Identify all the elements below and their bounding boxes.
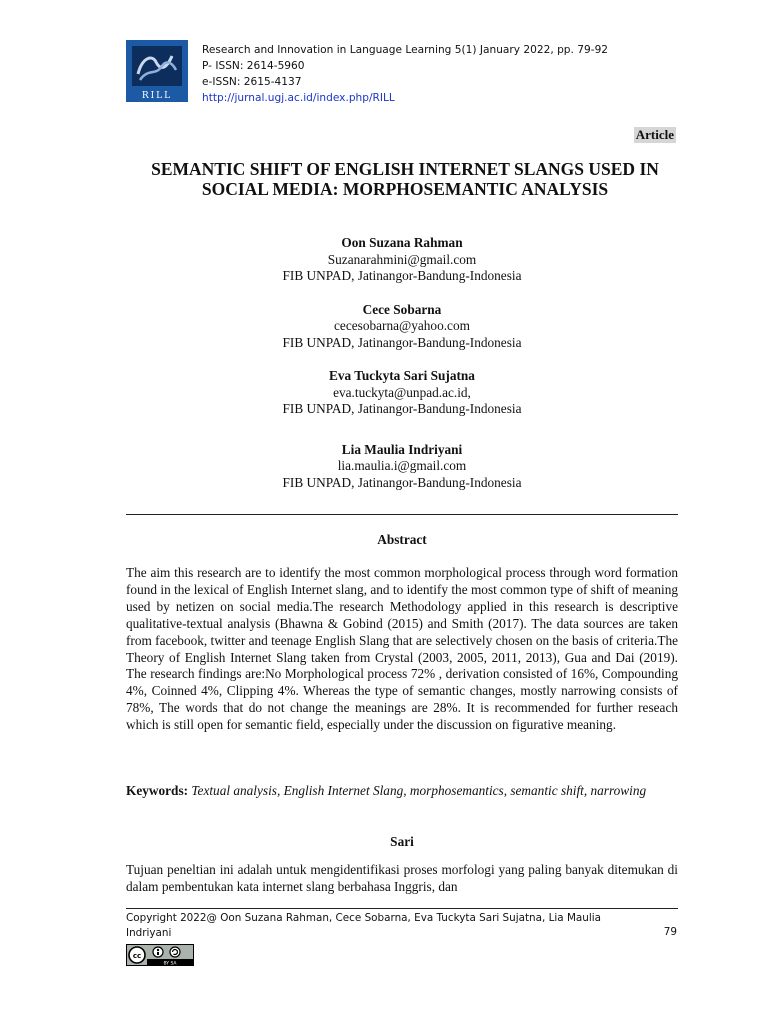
- e-issn: e-ISSN: 2615-4137: [202, 76, 302, 88]
- journal-url-link[interactable]: http://jurnal.ugj.ac.id/index.php/RILL: [202, 92, 395, 104]
- svg-text:cc: cc: [132, 952, 142, 960]
- author-email: eva.tuckyta@unpad.ac.id,: [333, 384, 471, 400]
- author-email: Suzanarahmini@gmail.com: [327, 251, 477, 267]
- journal-logo: [126, 40, 188, 102]
- keywords-label: Keywords:: [126, 783, 189, 798]
- author-name: Lia Maulia Indriyani: [341, 441, 463, 457]
- title-line-1: SEMANTIC SHIFT OF ENGLISH INTERNET SLANGS USED IN: [151, 159, 659, 179]
- author-block: [126, 302, 678, 352]
- cc-license-badge[interactable]: [126, 944, 194, 966]
- abstract-text: The aim this research are to identify the most common morphological process through word formation found in the lexical of English Internet slang, and to identify the most common type of shift of meaning used by netizen on social media.The research Methodology applied in this research is descriptive qualitative-textual analysis (Bhawna & Gobind (2015) and Smith (2017). The data sources are taken from facebook, twitter and teenage English Slang that are selectively chosen on the basis of criteria.The Theory of English Internet Slang taken from Crystal (2003, 2005, 2011, 2013), Gua and Dai (2019). The research findings are:No Morphological process 72% , derivation consisted of 16%, Compounding 4%, Coinned 4%, Clipping 4%. Whereas the type of semantic changes, mostly narrowing consists of 78%, The words that do not change the meanings are 28%. It is recommended for further reseach which is still open for semantic field, especially under the discussion on figurative meaning.: [126, 565, 678, 733]
- author-email: cecesobarna@yahoo.com: [334, 318, 470, 333]
- sari-text: Tujuan peneltian ini adalah untuk mengidentifikasi proses morfologi yang paling banyak ditemukan di dalam pembentukan kata internet slang berbahasa Inggris, dan: [126, 862, 678, 894]
- journal-info: [202, 42, 608, 106]
- author-affiliation: FIB UNPAD, Jatinangor-Bandung-Indonesia: [282, 474, 522, 490]
- sari-heading: Sari: [390, 834, 414, 849]
- author-block: [126, 368, 678, 418]
- license-badge-text: BY SA: [163, 961, 177, 965]
- article-type-badge: Article: [635, 127, 674, 142]
- author-affiliation: FIB UNPAD, Jatinangor-Bandung-Indonesia: [282, 268, 522, 283]
- p-issn: P- ISSN: 2614-5960: [202, 60, 305, 72]
- share-alike-icon: [170, 947, 180, 957]
- author-affiliation: FIB UNPAD, Jatinangor-Bandung-Indonesia: [282, 334, 522, 350]
- author-block: [126, 235, 678, 285]
- paper-title: [110, 159, 700, 199]
- abstract-top-divider: [126, 514, 678, 515]
- logo-text: RILL: [141, 91, 173, 101]
- title-line-2: SOCIAL MEDIA: MORPHOSEMANTIC ANALYSIS: [201, 179, 609, 199]
- page-number: 79: [663, 926, 677, 938]
- abstract-heading: Abstract: [377, 532, 427, 547]
- keywords: [126, 783, 678, 800]
- author-affiliation: FIB UNPAD, Jatinangor-Bandung-Indonesia: [282, 401, 522, 416]
- author-email: lia.maulia.i@gmail.com: [337, 458, 467, 473]
- author-name: Oon Suzana Rahman: [341, 235, 463, 250]
- author-block: [126, 442, 678, 492]
- keywords-text: Textual analysis, English Internet Slang, morphosemantics, semantic shift, narrowing: [188, 783, 647, 798]
- footer-divider: [126, 908, 678, 909]
- copyright-notice: Copyright 2022@ Oon Suzana Rahman, Cece Sobarna, Eva Tuckyta Sari Sujatna, Lia Maulia Indriyani: [126, 912, 602, 939]
- author-list: [126, 235, 678, 508]
- journal-line: Research and Innovation in Language Learning 5(1) January 2022, pp. 79-92: [202, 44, 609, 56]
- author-name: Cece Sobarna: [362, 301, 442, 317]
- author-name: Eva Tuckyta Sari Sujatna: [329, 368, 475, 383]
